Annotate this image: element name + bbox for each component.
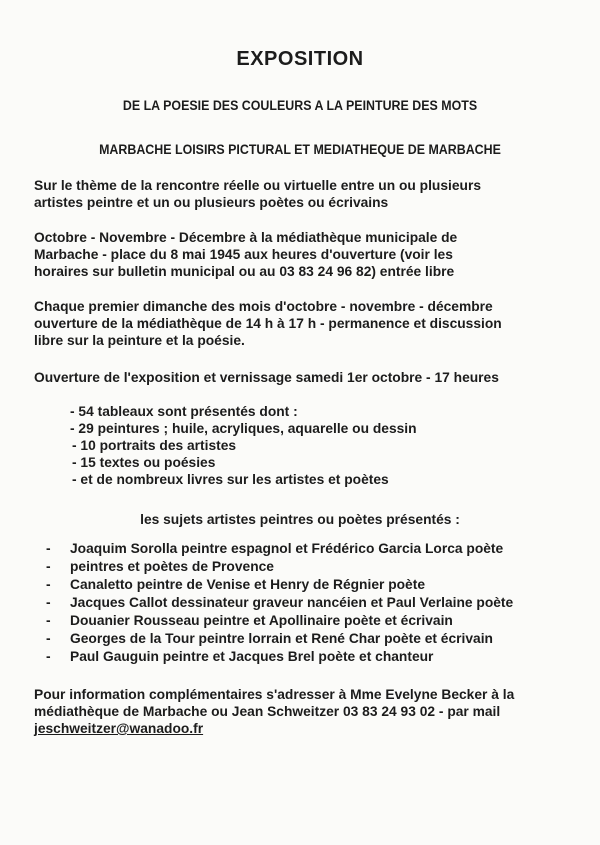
- theme-paragraph: [34, 177, 574, 211]
- subtitle: DE LA POESIE DES COULEURS A LA PEINTURE DES MOTS: [122, 98, 478, 113]
- list-item: - 54 tableaux sont présentés dont :: [70, 404, 298, 419]
- list-item: - Canaletto peintre de Venise et Henry de Régnier poète: [46, 577, 425, 592]
- sundays-line: ouverture de la médiathèque de 14 h à 17 h - permanence et discussion: [34, 316, 502, 331]
- list-item: - Georges de la Tour peintre lorrain et René Char poète et écrivain: [46, 631, 493, 646]
- stats-list: [62, 403, 417, 488]
- page-title: EXPOSITION: [236, 48, 364, 70]
- sundays-line: libre sur la peinture et la poésie.: [34, 333, 245, 348]
- contact-line: médiathèque de Marbache ou Jean Schweitzer 03 83 24 93 02 - par mail: [34, 704, 501, 719]
- dates-line: Octobre - Novembre - Décembre à la médiathèque municipale de: [34, 230, 458, 245]
- list-item: - 10 portraits des artistes: [72, 438, 237, 453]
- subject-text: Joaquim Sorolla peintre espagnol et Frédérico Garcia Lorca poète: [70, 541, 504, 556]
- opening-line: Ouverture de l'exposition et vernissage samedi 1er octobre - 17 heures: [34, 370, 499, 385]
- dates-line: Marbache - place du 8 mai 1945 aux heures d'ouverture (voir les: [34, 247, 453, 262]
- subject-text: Jacques Callot dessinateur graveur nancéien et Paul Verlaine poète: [70, 595, 514, 610]
- list-item: - Jacques Callot dessinateur graveur nancéien et Paul Verlaine poète: [46, 595, 514, 610]
- list-item: - 15 textes ou poésies: [72, 455, 216, 470]
- email-link[interactable]: jeschweitzer@wanadoo.fr: [34, 721, 204, 736]
- subject-text: Paul Gauguin peintre et Jacques Brel poète et chanteur: [70, 649, 434, 664]
- subjects-heading: les sujets artistes peintres ou poètes présentés :: [140, 512, 460, 527]
- list-item: - Douanier Rousseau peintre et Apollinaire poète et écrivain: [46, 613, 453, 628]
- theme-line: Sur le thème de la rencontre réelle ou virtuelle entre un ou plusieurs: [34, 178, 481, 193]
- contact-line: Pour information complémentaires s'adresser à Mme Evelyne Becker à la: [34, 687, 515, 702]
- subjects-list: [46, 540, 513, 666]
- subject-text: Douanier Rousseau peintre et Apollinaire poète et écrivain: [70, 613, 453, 628]
- sundays-paragraph: [34, 298, 574, 349]
- organizers: MARBACHE LOISIRS PICTURAL ET MEDIATHEQUE DE MARBACHE: [99, 142, 501, 157]
- subject-text: peintres et poètes de Provence: [70, 559, 274, 574]
- list-item: - Paul Gauguin peintre et Jacques Brel poète et chanteur: [46, 649, 434, 664]
- dates-line: horaires sur bulletin municipal ou au 03 83 24 96 82) entrée libre: [34, 264, 455, 279]
- list-item: - et de nombreux livres sur les artistes et poètes: [72, 472, 389, 487]
- subject-text: Georges de la Tour peintre lorrain et René Char poète et écrivain: [70, 631, 493, 646]
- list-item: - peintres et poètes de Provence: [46, 559, 274, 574]
- contact-paragraph: [34, 686, 574, 737]
- subject-text: Canaletto peintre de Venise et Henry de Régnier poète: [70, 577, 425, 592]
- list-item: - Joaquim Sorolla peintre espagnol et Frédérico Garcia Lorca poète: [46, 541, 504, 556]
- theme-line: artistes peintre et un ou plusieurs poètes ou écrivains: [34, 195, 389, 210]
- sundays-line: Chaque premier dimanche des mois d'octobre - novembre - décembre: [34, 299, 493, 314]
- list-item: - 29 peintures ; huile, acryliques, aquarelle ou dessin: [70, 421, 417, 436]
- dates-paragraph: [34, 229, 574, 280]
